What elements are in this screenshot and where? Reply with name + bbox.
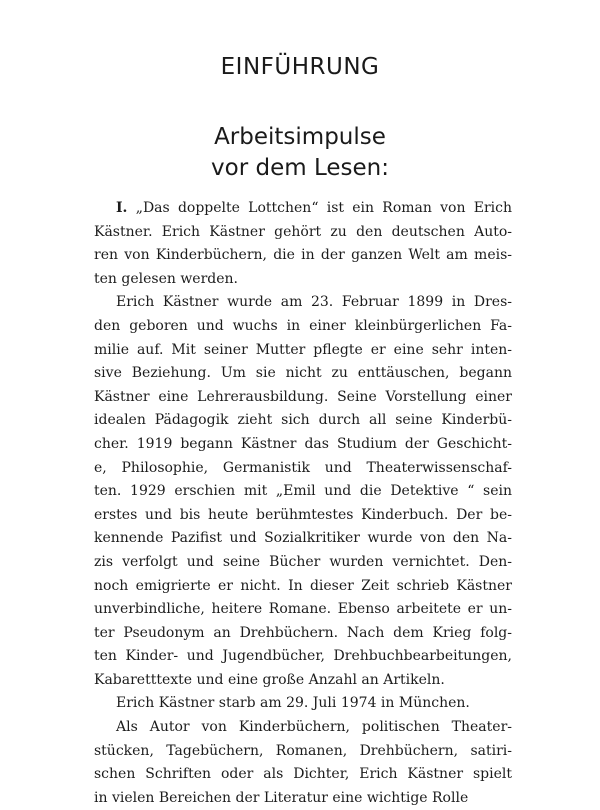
paragraph bbox=[94, 291, 512, 692]
text-line bbox=[94, 197, 512, 221]
line-text: Kästner eine Lehrerausbildung. Seine Vorstellung einer bbox=[94, 388, 512, 405]
text-line bbox=[94, 551, 512, 575]
line-text: den geboren und wuchs in einer kleinbürgerlichen Fa- bbox=[94, 317, 512, 334]
text-line bbox=[94, 315, 512, 339]
subtitle-line-2: vor dem Lesen: bbox=[211, 155, 389, 181]
line-text: zis verfolgt und seine Bücher wurden vernichtet. Den- bbox=[94, 553, 512, 570]
subtitle bbox=[0, 122, 600, 184]
text-line bbox=[94, 763, 512, 787]
line-text: Kabaretttexte und eine große Anzahl an Artikeln. bbox=[94, 671, 445, 688]
text-line bbox=[94, 244, 512, 268]
line-text: stücken, Tagebüchern, Romanen, Drehbüchern, satiri- bbox=[94, 742, 512, 759]
paragraph bbox=[94, 692, 512, 716]
line-text: e, Philosophie, Germanistik und Theaterwissenschaf- bbox=[94, 459, 512, 476]
line-text: Erich Kästner starb am 29. Juli 1974 in München. bbox=[116, 695, 470, 712]
line-text: Erich Kästner wurde am 23. Februar 1899 in Dres- bbox=[116, 294, 512, 311]
paragraph bbox=[94, 716, 512, 810]
paragraph bbox=[94, 197, 512, 291]
text-line bbox=[94, 716, 512, 740]
line-text: schen Schriften oder als Dichter, Erich Kästner spielt bbox=[94, 766, 512, 783]
paragraph-marker: I. bbox=[116, 200, 128, 216]
text-line bbox=[94, 504, 512, 528]
line-text: „Das doppelte Lottchen“ ist ein Roman von Erich bbox=[135, 200, 512, 216]
text-line bbox=[94, 268, 512, 292]
text-line bbox=[94, 622, 512, 646]
line-text: idealen Pädagogik zieht sich durch all seine Kinderbü- bbox=[94, 412, 512, 429]
line-text: unverbindliche, heitere Romane. Ebenso arbeitete er un- bbox=[94, 601, 512, 618]
text-line bbox=[94, 669, 512, 693]
line-text: ten gelesen werden. bbox=[94, 270, 238, 287]
text-line bbox=[94, 386, 512, 410]
line-text: ter Pseudonym an Drehbüchern. Nach dem Krieg folg- bbox=[94, 624, 512, 641]
text-line bbox=[94, 575, 512, 599]
text-line bbox=[94, 409, 512, 433]
line-text: kennende Pazifist und Sozialkritiker wurde von den Na- bbox=[94, 530, 512, 547]
text-line bbox=[94, 362, 512, 386]
text-line bbox=[94, 787, 512, 810]
text-line bbox=[94, 527, 512, 551]
text-line bbox=[94, 692, 512, 716]
line-text: in vielen Bereichen der Literatur eine wichtige Rolle bbox=[94, 789, 469, 806]
text-line bbox=[94, 221, 512, 245]
section-title: EINFÜHRUNG bbox=[220, 54, 380, 80]
line-text: cher. 1919 begann Kästner das Studium der Geschicht- bbox=[94, 435, 512, 452]
line-text: Kästner. Erich Kästner gehört zu den deutschen Auto- bbox=[94, 223, 512, 240]
line-text: ten. 1929 erschien mit „Emil und die Detektive “ sein bbox=[94, 483, 512, 500]
text-line bbox=[94, 598, 512, 622]
subtitle-line-1: Arbeitsimpulse bbox=[214, 124, 386, 150]
text-line bbox=[94, 480, 512, 504]
text-line bbox=[94, 645, 512, 669]
text-line bbox=[94, 457, 512, 481]
text-line bbox=[94, 433, 512, 457]
line-text: noch emigrierte er nicht. In dieser Zeit schrieb Kästner bbox=[94, 577, 512, 594]
text-line bbox=[94, 291, 512, 315]
body-text bbox=[94, 197, 512, 810]
line-text: Als Autor von Kinderbüchern, politischen Theater- bbox=[116, 719, 512, 736]
text-line bbox=[94, 339, 512, 363]
line-text: sive Beziehung. Um sie nicht zu enttäuschen, begann bbox=[94, 365, 512, 382]
line-text: ren von Kinderbüchern, die in der ganzen Welt am meis- bbox=[94, 247, 512, 264]
text-line bbox=[94, 740, 512, 764]
line-text: milie auf. Mit seiner Mutter pflegte er eine sehr inten- bbox=[94, 341, 512, 358]
line-text: ten Kinder- und Jugendbücher, Drehbuchbearbeitungen, bbox=[94, 648, 512, 665]
line-text: erstes und bis heute berühmtestes Kinderbuch. Der be- bbox=[94, 506, 512, 523]
